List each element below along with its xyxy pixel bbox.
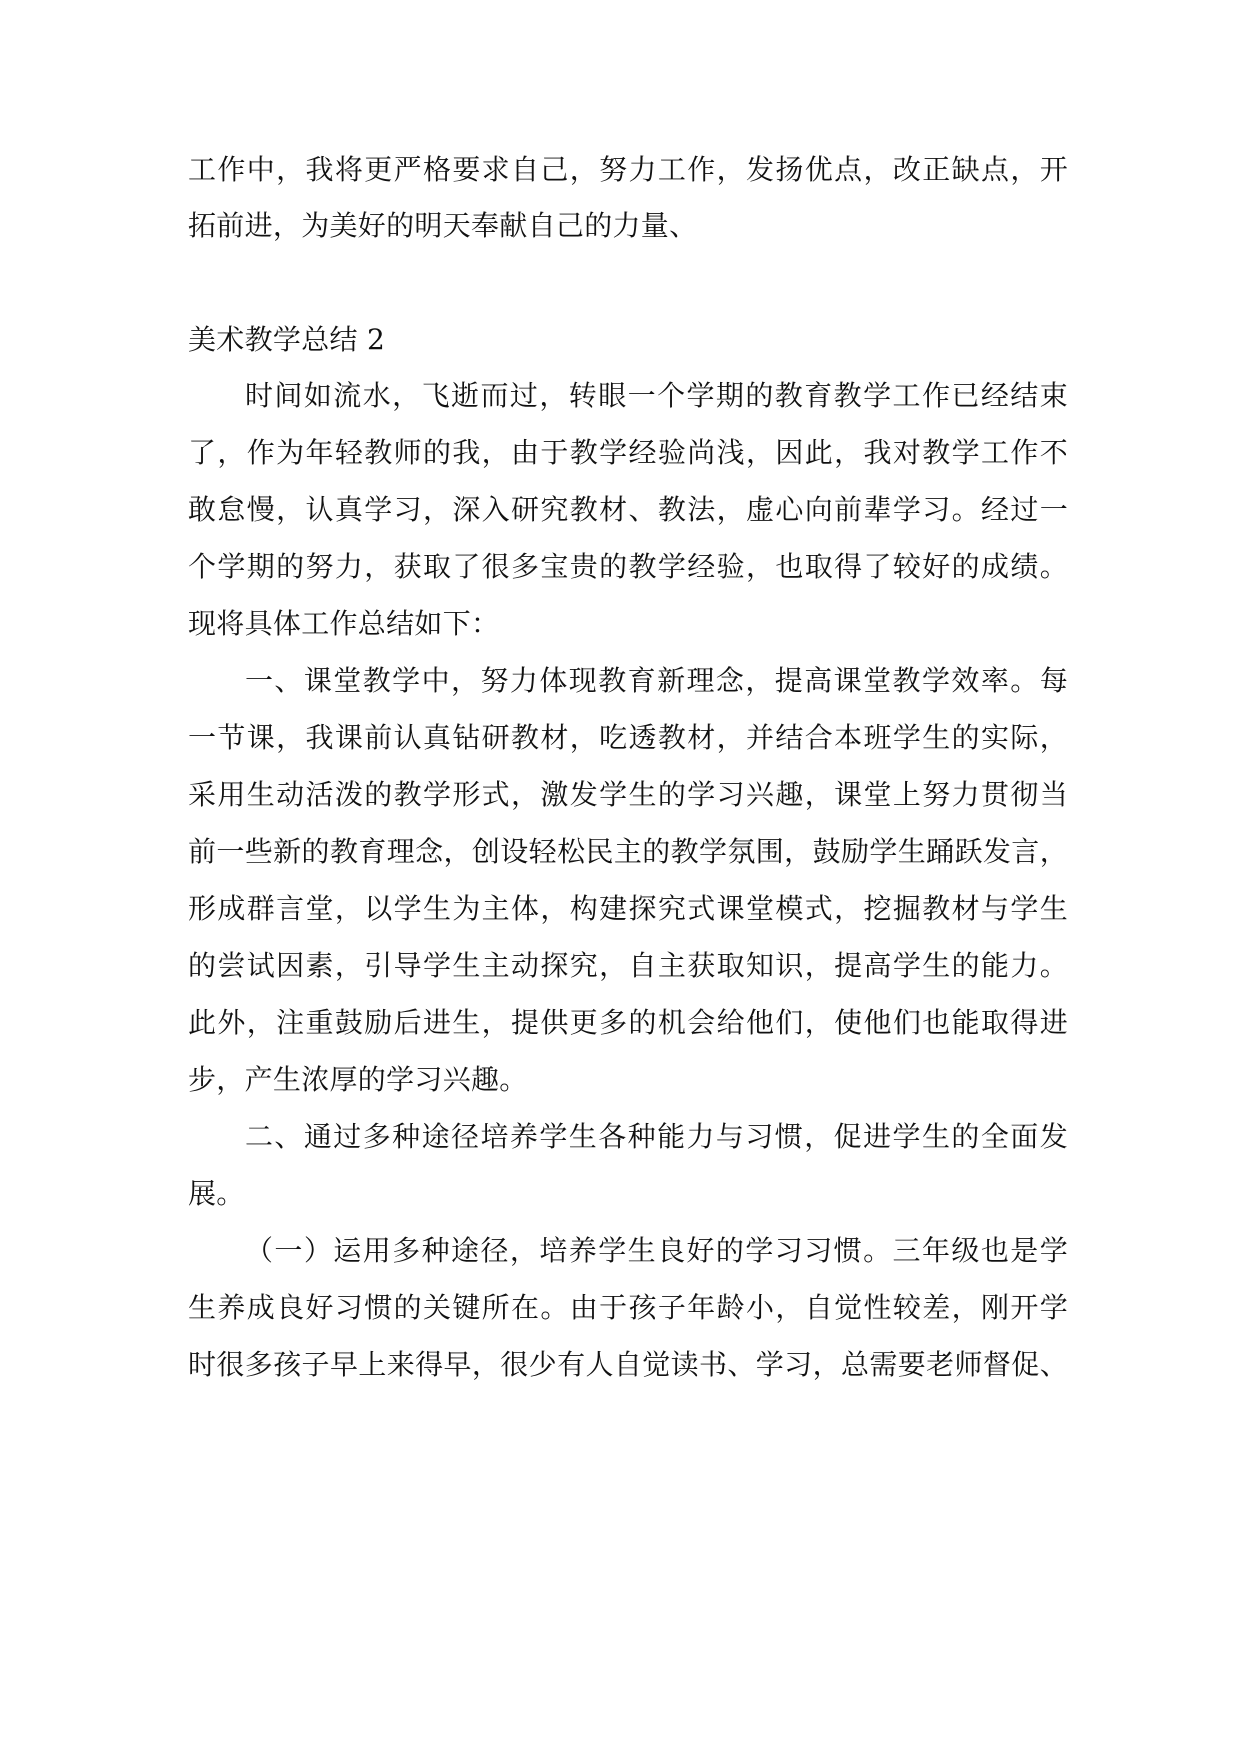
paragraph-line: 时间如流水，飞逝而过，转眼一个学期的教育教学工作已经结束 [245, 379, 1068, 412]
paragraph-line: 个学期的努力，获取了很多宝贵的教学经验，也取得了较好的成绩。 [188, 550, 1068, 583]
paragraph-line: 形成群言堂，以学生为主体，构建探究式课堂模式，挖掘教材与学生 [188, 892, 1068, 925]
paragraph-line: 采用生动活泼的教学形式，激发学生的学习兴趣，课堂上努力贯彻当 [188, 778, 1068, 811]
paragraph-line: 展。 [188, 1177, 245, 1210]
paragraph-line: 步，产生浓厚的学习兴趣。 [188, 1063, 528, 1096]
paragraph-line: 一、课堂教学中，努力体现教育新理念，提高课堂教学效率。每 [245, 664, 1068, 697]
paragraph-line: 时很多孩子早上来得早，很少有人自觉读书、学习，总需要老师督促、 [188, 1348, 1068, 1381]
section-heading: 美术教学总结 2 [188, 323, 386, 356]
paragraph-line: 此外，注重鼓励后进生，提供更多的机会给他们，使他们也能取得进 [188, 1006, 1068, 1039]
paragraph-line: 前一些新的教育理念，创设轻松民主的教学氛围，鼓励学生踊跃发言， [188, 835, 1068, 868]
paragraph-line: 敢怠慢，认真学习，深入研究教材、教法，虚心向前辈学习。经过一 [188, 493, 1068, 526]
paragraph-line: 的尝试因素，引导学生主动探究，自主获取知识，提高学生的能力。 [188, 949, 1068, 982]
paragraph-line: 了，作为年轻教师的我，由于教学经验尚浅，因此，我对教学工作不 [188, 436, 1068, 469]
paragraph-line: 一节课，我课前认真钻研教材，吃透教材，并结合本班学生的实际， [188, 721, 1068, 754]
intro-line-2: 拓前进，为美好的明天奉献自己的力量、 [188, 209, 698, 242]
paragraph-line: 现将具体工作总结如下： [188, 607, 500, 640]
paragraph-line: 二、通过多种途径培养学生各种能力与习惯，促进学生的全面发 [245, 1120, 1068, 1153]
paragraph-line: 生养成良好习惯的关键所在。由于孩子年龄小，自觉性较差，刚开学 [188, 1291, 1068, 1324]
intro-line-1: 工作中，我将更严格要求自己，努力工作，发扬优点，改正缺点，开 [188, 153, 1068, 186]
paragraph-line: （一）运用多种途径，培养学生良好的学习习惯。三年级也是学 [245, 1234, 1068, 1267]
